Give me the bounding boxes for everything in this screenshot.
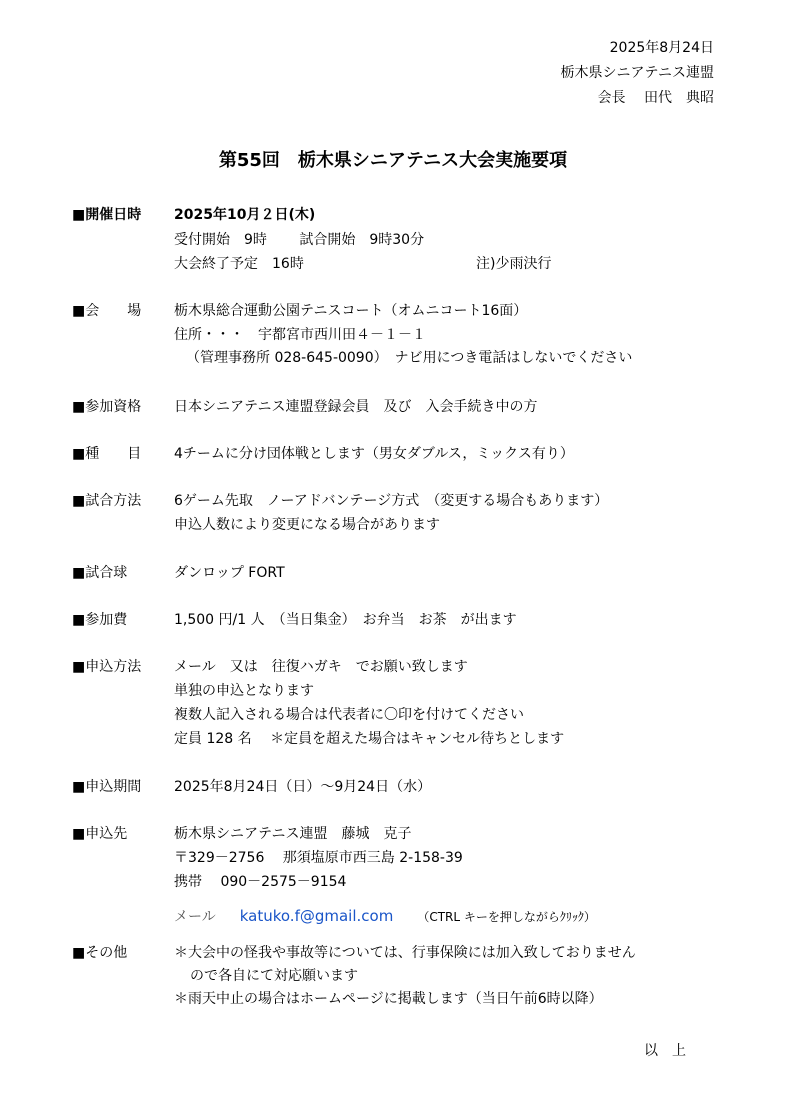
ball-text: ダンロップ FORT: [174, 565, 285, 581]
venue-name: 栃木県総合運動公園テニスコート（オムニコート16面）: [174, 303, 528, 319]
closing-mark: 以 上: [644, 1043, 686, 1059]
fee-text: 1,500 円/1 人 （当日集金） お弁当 お茶 が出ます: [174, 612, 517, 628]
event-type-text: 4チームに分け団体戦とします（男女ダブルス，ミックス有り）: [174, 446, 574, 462]
match-format-note: 申込人数により変更になる場合があります: [174, 517, 440, 533]
email-link[interactable]: katuko.f@gmail.com: [239, 907, 394, 925]
contact-address: 〒329－2756 那須塩原市西三島 2-158-39: [174, 850, 463, 866]
rain-note: 注)少雨決行: [476, 256, 552, 272]
match-format-label: ■試合方法: [72, 493, 142, 509]
apply-capacity: 定員 128 名 ＊定員を超えた場合はキャンセル待ちとします: [174, 731, 565, 747]
event-date: 2025年10月２日(木): [174, 207, 316, 223]
fee-label: ■参加費: [72, 612, 128, 628]
apply-method-multiple: 複数人記入される場合は代表者に〇印を付けてください: [174, 707, 524, 723]
apply-period-text: 2025年8月24日（日）～9月24日（水）: [174, 779, 432, 795]
email-hint: （CTRL キーを押しながらｸﾘｯｸ）: [417, 910, 596, 924]
apply-method-single: 単独の申込となります: [174, 683, 314, 699]
apply-method-label: ■申込方法: [72, 659, 142, 675]
apply-to-label: ■申込先: [72, 826, 128, 842]
email-label: メール: [174, 909, 216, 925]
issue-date: 2025年8月24日: [609, 40, 714, 56]
contact-mobile: 携帯 090－2575－9154: [174, 874, 347, 890]
other-injury-note: ＊大会中の怪我や事故等については、行事保険には加入致しておりません: [174, 945, 636, 961]
ball-label: ■試合球: [72, 565, 128, 581]
datetime-label: ■開催日時: [72, 207, 142, 223]
venue-phone-note: （管理事務所 028-645-0090） ナビ用につき電話はしないでください: [186, 350, 633, 366]
venue-address: 住所・・・ 宇都宮市西川田４－１－１: [174, 327, 426, 343]
match-format-text: 6ゲーム先取 ノーアドバンテージ方式 （変更する場合もあります）: [174, 493, 609, 509]
eligibility-label: ■参加資格: [72, 399, 142, 415]
chairperson: 会長 田代 典昭: [597, 90, 714, 106]
venue-label: ■会 場: [72, 303, 142, 319]
eligibility-text: 日本シニアテニス連盟登録会員 及び 入会手続き中の方: [174, 399, 538, 415]
other-injury-note-cont: ので各自にて対応願います: [190, 968, 358, 984]
event-type-label: ■種 目: [72, 446, 142, 462]
event-end-time: 大会終了予定 16時: [174, 256, 304, 272]
email-row: [174, 908, 596, 925]
apply-period-label: ■申込期間: [72, 779, 142, 795]
document-title: 第55回 栃木県シニアテニス大会実施要項: [218, 150, 568, 171]
contact-name: 栃木県シニアテニス連盟 藤城 克子: [174, 826, 412, 842]
issuing-organization: 栃木県シニアテニス連盟: [560, 65, 714, 81]
event-times: 受付開始 9時 試合開始 9時30分: [174, 232, 425, 248]
other-label: ■その他: [72, 945, 128, 961]
other-rain-note: ＊雨天中止の場合はホームページに掲載します（当日午前6時以降）: [174, 991, 603, 1007]
apply-method-text: メール 又は 往復ハガキ でお願い致します: [174, 659, 468, 675]
